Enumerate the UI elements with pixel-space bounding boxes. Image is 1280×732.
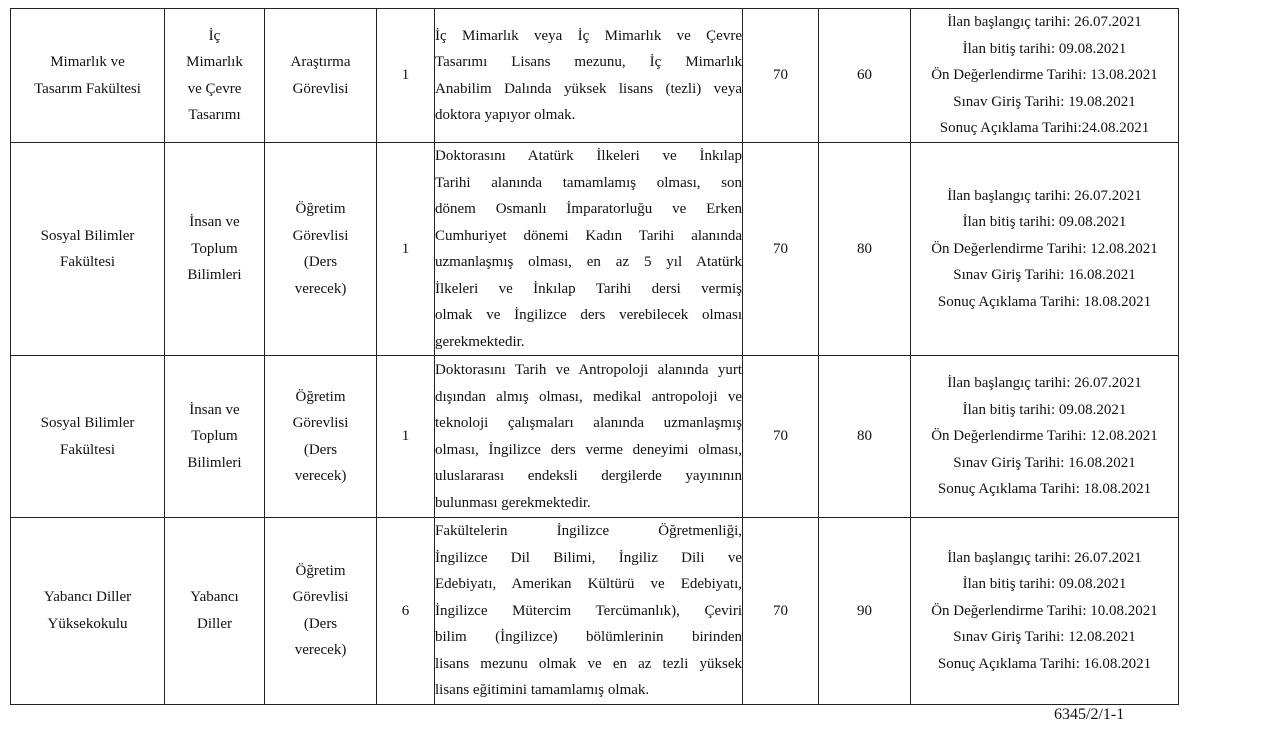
dates-cell-line: İlan başlangıç tarihi: 26.07.2021: [947, 14, 1142, 31]
position-cell-line: (Ders: [303, 615, 338, 632]
table-row: [11, 356, 1179, 518]
faculty-cell-line: Tasarım Fakültesi: [34, 80, 141, 97]
department-cell-line: Diller: [197, 615, 232, 632]
dates-cell-line: Ön Değerlendirme Tarihi: 13.08.2021: [931, 67, 1158, 84]
faculty-cell: [11, 143, 165, 356]
requirements-cell: [435, 9, 743, 143]
score-b-cell: 80: [819, 356, 911, 518]
department-cell: [165, 356, 265, 518]
position-cell: [265, 143, 377, 356]
requirements-cell: [435, 143, 743, 356]
score-a-cell: 70: [743, 518, 819, 705]
dates-cell-line: İlan başlangıç tarihi: 26.07.2021: [947, 187, 1142, 204]
position-cell-line: verecek): [294, 468, 347, 484]
dates-cell-line: Sınav Giriş Tarihi: 19.08.2021: [953, 93, 1136, 110]
dates-cell-line: İlan başlangıç tarihi: 26.07.2021: [947, 375, 1142, 392]
position-cell-line: verecek): [294, 280, 347, 297]
position-cell-line: Öğretim: [295, 201, 346, 217]
department-cell-line: Tasarımı: [188, 107, 241, 123]
dates-cell-line: Sonuç Açıklama Tarihi: 16.08.2021: [937, 655, 1152, 672]
faculty-cell: [11, 9, 165, 143]
department-cell-line: Yabancı: [190, 589, 239, 606]
count-cell: 1: [377, 9, 435, 143]
dates-cell-line: Sonuç Açıklama Tarihi: 18.08.2021: [937, 481, 1152, 498]
position-cell: [265, 356, 377, 518]
requirements-cell-line: bilim (İngilizce) bölümlerinin birinden: [435, 629, 742, 645]
dates-cell-line: Sonuç Açıklama Tarihi:24.08.2021: [939, 120, 1150, 137]
score-a-cell: 70: [743, 9, 819, 143]
requirements-cell-line: Doktorasını Tarih ve Antropoloji alanında yurt: [435, 362, 742, 378]
requirements-cell-line: Cumhuriyet dönemi Kadın Tarihi alanında: [435, 227, 742, 244]
dates-cell: [911, 356, 1179, 518]
dates-cell-line: İlan bitiş tarihi: 09.08.2021: [962, 214, 1127, 231]
department-cell: [165, 9, 265, 143]
faculty-cell-line: Fakültesi: [60, 254, 115, 270]
department-cell: [165, 143, 265, 356]
requirements-cell-line: Tasarımı Lisans mezunu, İç Mimarlık: [435, 54, 742, 70]
dates-cell-line: İlan bitiş tarihi: 09.08.2021: [962, 401, 1127, 418]
dates-cell-line: Sınav Giriş Tarihi: 16.08.2021: [953, 267, 1136, 284]
faculty-cell: [11, 356, 165, 518]
position-cell-line: (Ders: [303, 441, 338, 458]
requirements-cell-line: İngilizce Mütercim Tercümanlık), Çeviri: [435, 602, 742, 619]
requirements-cell: [435, 356, 743, 518]
requirements-cell-line: gerekmektedir.: [435, 333, 525, 350]
requirements-cell-line: lisans eğitimini tamamlamış olmak.: [435, 682, 650, 698]
department-cell-line: Toplum: [191, 240, 238, 257]
department-cell-line: İnsan ve: [189, 401, 240, 418]
dates-cell-line: İlan başlangıç tarihi: 26.07.2021: [947, 549, 1142, 566]
requirements-cell-line: olmak ve İngilizce ders verebilecek olması: [435, 307, 742, 323]
dates-cell-line: Sınav Giriş Tarihi: 16.08.2021: [953, 454, 1136, 471]
positions-table: [10, 8, 1179, 705]
requirements-cell-line: Doktorasını Atatürk İlkeleri ve İnkılap: [435, 148, 742, 164]
dates-cell-line: Sonuç Açıklama Tarihi: 18.08.2021: [937, 293, 1152, 310]
position-cell: [265, 518, 377, 705]
faculty-cell-line: Sosyal Bilimler: [40, 227, 135, 244]
dates-cell-line: Ön Değerlendirme Tarihi: 10.08.2021: [931, 602, 1158, 619]
requirements-cell-line: Edebiyatı, Amerikan Kültürü ve Edebiyatı,: [435, 576, 742, 592]
position-cell-line: Görevlisi: [292, 415, 349, 431]
position-cell-line: Görevlisi: [292, 589, 349, 606]
department-cell-line: Bilimleri: [187, 267, 242, 284]
department-cell-line: İç: [208, 27, 221, 44]
count-cell: 6: [377, 518, 435, 705]
department-cell-line: Toplum: [191, 428, 238, 445]
requirements-cell-line: uzmanlaşmış olması, en az 5 yıl Atatürk: [435, 254, 742, 270]
faculty-cell-line: Mimarlık ve: [50, 54, 125, 70]
requirements-cell-line: doktora yapıyor olmak.: [435, 107, 576, 123]
department-cell-line: Mimarlık: [186, 54, 243, 70]
dates-cell-line: İlan bitiş tarihi: 09.08.2021: [962, 40, 1127, 57]
dates-cell-line: Sınav Giriş Tarihi: 12.08.2021: [953, 629, 1136, 645]
score-b-cell: 90: [819, 518, 911, 705]
department-cell: [165, 518, 265, 705]
department-cell-line: Bilimleri: [187, 454, 242, 471]
requirements-cell-line: dönem Osmanlı İmparatorluğu ve Erken: [435, 201, 742, 217]
document-code: 6345/2/1-1: [1054, 706, 1125, 723]
faculty-cell-line: Yüksekokulu: [47, 615, 128, 632]
position-cell-line: Görevlisi: [292, 80, 349, 97]
requirements-cell-line: İç Mimarlık veya İç Mimarlık ve Çevre: [435, 27, 742, 44]
table-row: [11, 143, 1179, 356]
faculty-cell-line: Sosyal Bilimler: [40, 415, 135, 431]
position-cell-line: Öğretim: [295, 562, 346, 579]
dates-cell-line: İlan bitiş tarihi: 09.08.2021: [962, 576, 1127, 592]
count-cell: 1: [377, 356, 435, 518]
requirements-cell-line: Anabilim Dalında yüksek lisans (tezli) veya: [435, 80, 742, 97]
department-cell-line: İnsan ve: [189, 214, 240, 231]
faculty-cell-line: Yabancı Diller: [43, 589, 132, 606]
table-row: [11, 518, 1179, 705]
requirements-cell-line: Fakültelerin İngilizce Öğretmenliği,: [435, 523, 742, 539]
positions-table-body: [11, 9, 1179, 705]
faculty-cell-line: Fakültesi: [60, 441, 115, 458]
score-b-cell: 60: [819, 9, 911, 143]
faculty-cell: [11, 518, 165, 705]
position-cell-line: (Ders: [303, 254, 338, 270]
requirements-cell-line: lisans mezunu olmak ve en az tezli yüksek: [435, 655, 742, 672]
dates-cell: [911, 143, 1179, 356]
requirements-cell-line: bulunması gerekmektedir.: [435, 494, 591, 511]
dates-cell: [911, 518, 1179, 705]
position-cell-line: Görevlisi: [292, 227, 349, 244]
score-a-cell: 70: [743, 143, 819, 356]
position-cell-line: Öğretim: [295, 388, 346, 405]
position-cell-line: Araştırma: [290, 54, 351, 70]
department-cell-line: ve Çevre: [187, 80, 242, 97]
requirements-cell-line: İlkeleri ve İnkılap Tarihi dersi vermiş: [435, 280, 742, 297]
table-row: [11, 9, 1179, 143]
dates-cell: [911, 9, 1179, 143]
requirements-cell-line: teknoloji çalışmaları alanında uzmanlaşmış: [435, 415, 742, 431]
count-cell: 1: [377, 143, 435, 356]
dates-cell-line: Ön Değerlendirme Tarihi: 12.08.2021: [931, 240, 1158, 257]
requirements-cell-line: uluslararası endeksli dergilerde yayınının: [435, 468, 742, 484]
position-cell-line: verecek): [294, 642, 347, 659]
requirements-cell-line: Tarihi alanında tamamlamış olması, son: [435, 174, 742, 191]
score-b-cell: 80: [819, 143, 911, 356]
requirements-cell: [435, 518, 743, 705]
dates-cell-line: Ön Değerlendirme Tarihi: 12.08.2021: [931, 428, 1158, 445]
score-a-cell: 70: [743, 356, 819, 518]
requirements-cell-line: İngilizce Dil Bilimi, İngiliz Dili ve: [435, 549, 742, 566]
position-cell: [265, 9, 377, 143]
requirements-cell-line: dışından almış olması, medikal antropoloji ve: [435, 388, 742, 405]
requirements-cell-line: olması, İngilizce ders verme deneyimi olması,: [435, 441, 742, 458]
